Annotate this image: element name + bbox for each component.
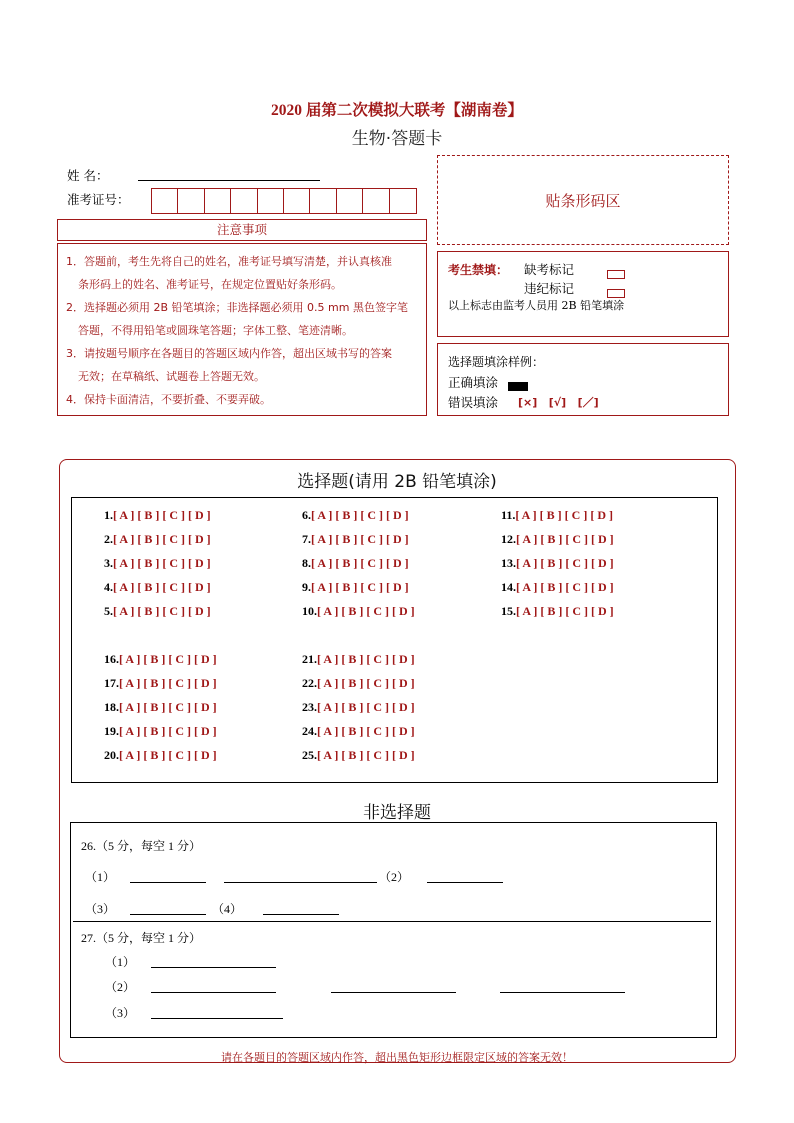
- q27-answer-line[interactable]: [151, 967, 276, 968]
- id-number-boxes[interactable]: [151, 188, 417, 214]
- absent-label: 缺考标记: [524, 262, 575, 277]
- name-label: 姓 名：: [67, 168, 109, 183]
- card-title: 2020 届第二次模拟大联考【湖南卷】: [271, 102, 523, 119]
- choice-question[interactable]: 16.[ A ] [ B ] [ C ] [ D ]: [104, 652, 217, 666]
- choice-question[interactable]: 14.[ A ] [ B ] [ C ] [ D ]: [501, 580, 614, 594]
- notice-line: 无效；在草稿纸、试题卷上答题无效。: [78, 370, 265, 383]
- correct-fill-sample: [508, 382, 528, 391]
- id-digit-box[interactable]: [152, 189, 178, 213]
- q26-part3-label: （3）: [85, 902, 116, 916]
- choice-question[interactable]: 9.[ A ] [ B ] [ C ] [ D ]: [302, 580, 409, 594]
- q26-answer-line[interactable]: [263, 914, 339, 915]
- choice-question[interactable]: 23.[ A ] [ B ] [ C ] [ D ]: [302, 700, 415, 714]
- q26-part2-label: （2）: [379, 870, 410, 884]
- id-digit-box[interactable]: [337, 189, 363, 213]
- choice-question[interactable]: 18.[ A ] [ B ] [ C ] [ D ]: [104, 700, 217, 714]
- non-choice-section-title: 非选择题: [363, 803, 431, 823]
- id-digit-box[interactable]: [231, 189, 257, 213]
- choice-question[interactable]: 3.[ A ] [ B ] [ C ] [ D ]: [104, 556, 211, 570]
- choice-question[interactable]: 21.[ A ] [ B ] [ C ] [ D ]: [302, 652, 415, 666]
- choice-question[interactable]: 4.[ A ] [ B ] [ C ] [ D ]: [104, 580, 211, 594]
- id-digit-box[interactable]: [178, 189, 204, 213]
- choice-question[interactable]: 19.[ A ] [ B ] [ C ] [ D ]: [104, 724, 217, 738]
- notice-heading: 注意事项: [57, 219, 427, 241]
- question-divider: [73, 921, 711, 922]
- q27-heading: 27.（5 分，每空 1 分）: [81, 931, 202, 945]
- footer-warning: 请在各题目的答题区域内作答，超出黑色矩形边框限定区域的答案无效！: [221, 1051, 573, 1064]
- q26-part4-label: （4）: [212, 902, 243, 916]
- q26-answer-line[interactable]: [427, 882, 503, 883]
- choice-question[interactable]: 11.[ A ] [ B ] [ C ] [ D ]: [501, 508, 613, 522]
- wrong-fill-label: 错误填涂: [448, 395, 499, 410]
- barcode-label: 贴条形码区: [545, 191, 621, 210]
- id-label: 准考证号：: [67, 192, 130, 207]
- id-digit-box[interactable]: [363, 189, 389, 213]
- card-subtitle: 生物·答题卡: [351, 129, 443, 149]
- wrong-fill-samples: [×] [√] [／]: [518, 396, 599, 409]
- q27-part3-label: （3）: [105, 1006, 136, 1020]
- forbidden-label: 考生禁填：: [448, 263, 509, 277]
- choice-answer-box: [71, 497, 718, 783]
- choice-question[interactable]: 5.[ A ] [ B ] [ C ] [ D ]: [104, 604, 211, 618]
- q27-answer-line[interactable]: [151, 1018, 283, 1019]
- choice-question[interactable]: 8.[ A ] [ B ] [ C ] [ D ]: [302, 556, 409, 570]
- choice-section-title: 选择题(请用 2B 铅笔填涂): [297, 472, 497, 492]
- name-field[interactable]: [138, 180, 320, 181]
- choice-question[interactable]: 10.[ A ] [ B ] [ C ] [ D ]: [302, 604, 415, 618]
- choice-question[interactable]: 20.[ A ] [ B ] [ C ] [ D ]: [104, 748, 217, 762]
- fill-sample-box: [437, 343, 729, 416]
- id-digit-box[interactable]: [390, 189, 416, 213]
- q27-answer-line[interactable]: [331, 992, 456, 993]
- choice-question[interactable]: 24.[ A ] [ B ] [ C ] [ D ]: [302, 724, 415, 738]
- marks-note: 以上标志由监考人员用 2B 铅笔填涂: [448, 299, 625, 312]
- choice-question[interactable]: 7.[ A ] [ B ] [ C ] [ D ]: [302, 532, 409, 546]
- q27-part2-label: （2）: [105, 980, 136, 994]
- q27-answer-line[interactable]: [500, 992, 625, 993]
- q26-part1-label: （1）: [85, 870, 116, 884]
- choice-question[interactable]: 13.[ A ] [ B ] [ C ] [ D ]: [501, 556, 614, 570]
- choice-question[interactable]: 2.[ A ] [ B ] [ C ] [ D ]: [104, 532, 211, 546]
- choice-question[interactable]: 25.[ A ] [ B ] [ C ] [ D ]: [302, 748, 415, 762]
- notice-line: 答题，不得用铅笔或圆珠笔答题；字体工整、笔迹清晰。: [78, 324, 353, 337]
- violation-label: 违纪标记: [524, 281, 575, 296]
- id-digit-box[interactable]: [284, 189, 310, 213]
- q26-answer-line[interactable]: [130, 914, 206, 915]
- id-digit-box[interactable]: [205, 189, 231, 213]
- notice-line: 2．选择题必须用 2B 铅笔填涂；非选择题必须用 0.5 mm 黑色签字笔: [66, 301, 408, 314]
- exam-marks-box: [437, 251, 729, 337]
- correct-fill-label: 正确填涂: [448, 375, 499, 390]
- q27-part1-label: （1）: [105, 955, 136, 969]
- choice-question[interactable]: 22.[ A ] [ B ] [ C ] [ D ]: [302, 676, 415, 690]
- notice-line: 条形码上的姓名、准考证号，在规定位置贴好条形码。: [78, 278, 342, 291]
- q26-heading: 26.（5 分，每空 1 分）: [81, 839, 202, 853]
- choice-question[interactable]: 12.[ A ] [ B ] [ C ] [ D ]: [501, 532, 614, 546]
- q26-answer-line[interactable]: [224, 882, 377, 883]
- notice-line: 4．保持卡面清洁，不要折叠、不要弄破。: [66, 393, 271, 406]
- id-digit-box[interactable]: [310, 189, 336, 213]
- barcode-area: [437, 155, 729, 245]
- q26-answer-line[interactable]: [130, 882, 206, 883]
- fill-sample-title: 选择题填涂样例：: [448, 355, 545, 369]
- choice-question[interactable]: 15.[ A ] [ B ] [ C ] [ D ]: [501, 604, 614, 618]
- notice-line: 3．请按题号顺序在各题目的答题区域内作答，超出区域书写的答案: [66, 347, 392, 360]
- notice-line: 1．答题前，考生先将自己的姓名，准考证号填写清楚，并认真核准: [66, 255, 392, 268]
- id-digit-box[interactable]: [258, 189, 284, 213]
- choice-question[interactable]: 6.[ A ] [ B ] [ C ] [ D ]: [302, 508, 409, 522]
- non-choice-answer-box: [70, 822, 717, 1038]
- notice-body: [57, 243, 427, 416]
- q27-answer-line[interactable]: [151, 992, 276, 993]
- choice-question[interactable]: 1.[ A ] [ B ] [ C ] [ D ]: [104, 508, 211, 522]
- absent-mark-box[interactable]: [607, 270, 625, 279]
- choice-question[interactable]: 17.[ A ] [ B ] [ C ] [ D ]: [104, 676, 217, 690]
